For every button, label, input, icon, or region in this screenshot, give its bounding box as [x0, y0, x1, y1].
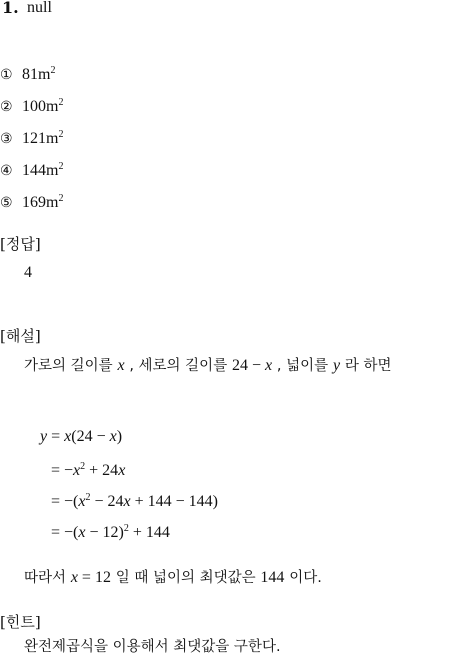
choice-value: $81m^2$	[22, 65, 56, 83]
choice-value: $144m^2$	[22, 161, 64, 179]
choice-value: $169m^2$	[22, 193, 64, 211]
answer-label: [정답]	[0, 235, 41, 253]
equation-line-4: = $-(x - 12)^2 + 144$	[51, 523, 170, 541]
choice-3	[0, 125, 63, 149]
choice-marker: ②	[0, 99, 13, 115]
choice-value: $121m^2$	[22, 129, 64, 147]
explanation-label: [해설]	[0, 327, 41, 345]
choice-1	[0, 61, 55, 85]
choice-marker: ③	[0, 131, 13, 147]
choice-marker: ⑤	[0, 195, 13, 211]
choice-value: $100m^2$	[22, 97, 64, 115]
equation-line-3: = $-(x^2 - 24x + 144 - 144)$	[51, 492, 218, 510]
choice-2	[0, 93, 63, 117]
equation-line-2: = $-x^2 + 24x$	[51, 461, 126, 479]
choice-4	[0, 157, 63, 181]
choice-marker: ①	[0, 67, 13, 83]
explanation-conclusion: 따라서 x = 12 일 때 넓이의 최댓값은 144 이다.	[24, 569, 322, 586]
hint-label: [힌트]	[0, 613, 41, 631]
answer-value: 4	[24, 264, 32, 281]
equation-line-1: y = x(24 − x)	[40, 428, 123, 445]
choice-5	[0, 189, 63, 213]
choice-marker: ④	[0, 163, 13, 179]
explanation-intro: 가로의 길이를 x , 세로의 길이를 24 − x , 넓이를 y 라 하면	[24, 357, 392, 374]
hint-text: 완전제곱식을 이용해서 최댓값을 구한다.	[24, 639, 281, 655]
question-text: null	[27, 0, 52, 16]
question-number: 1.	[2, 0, 19, 17]
